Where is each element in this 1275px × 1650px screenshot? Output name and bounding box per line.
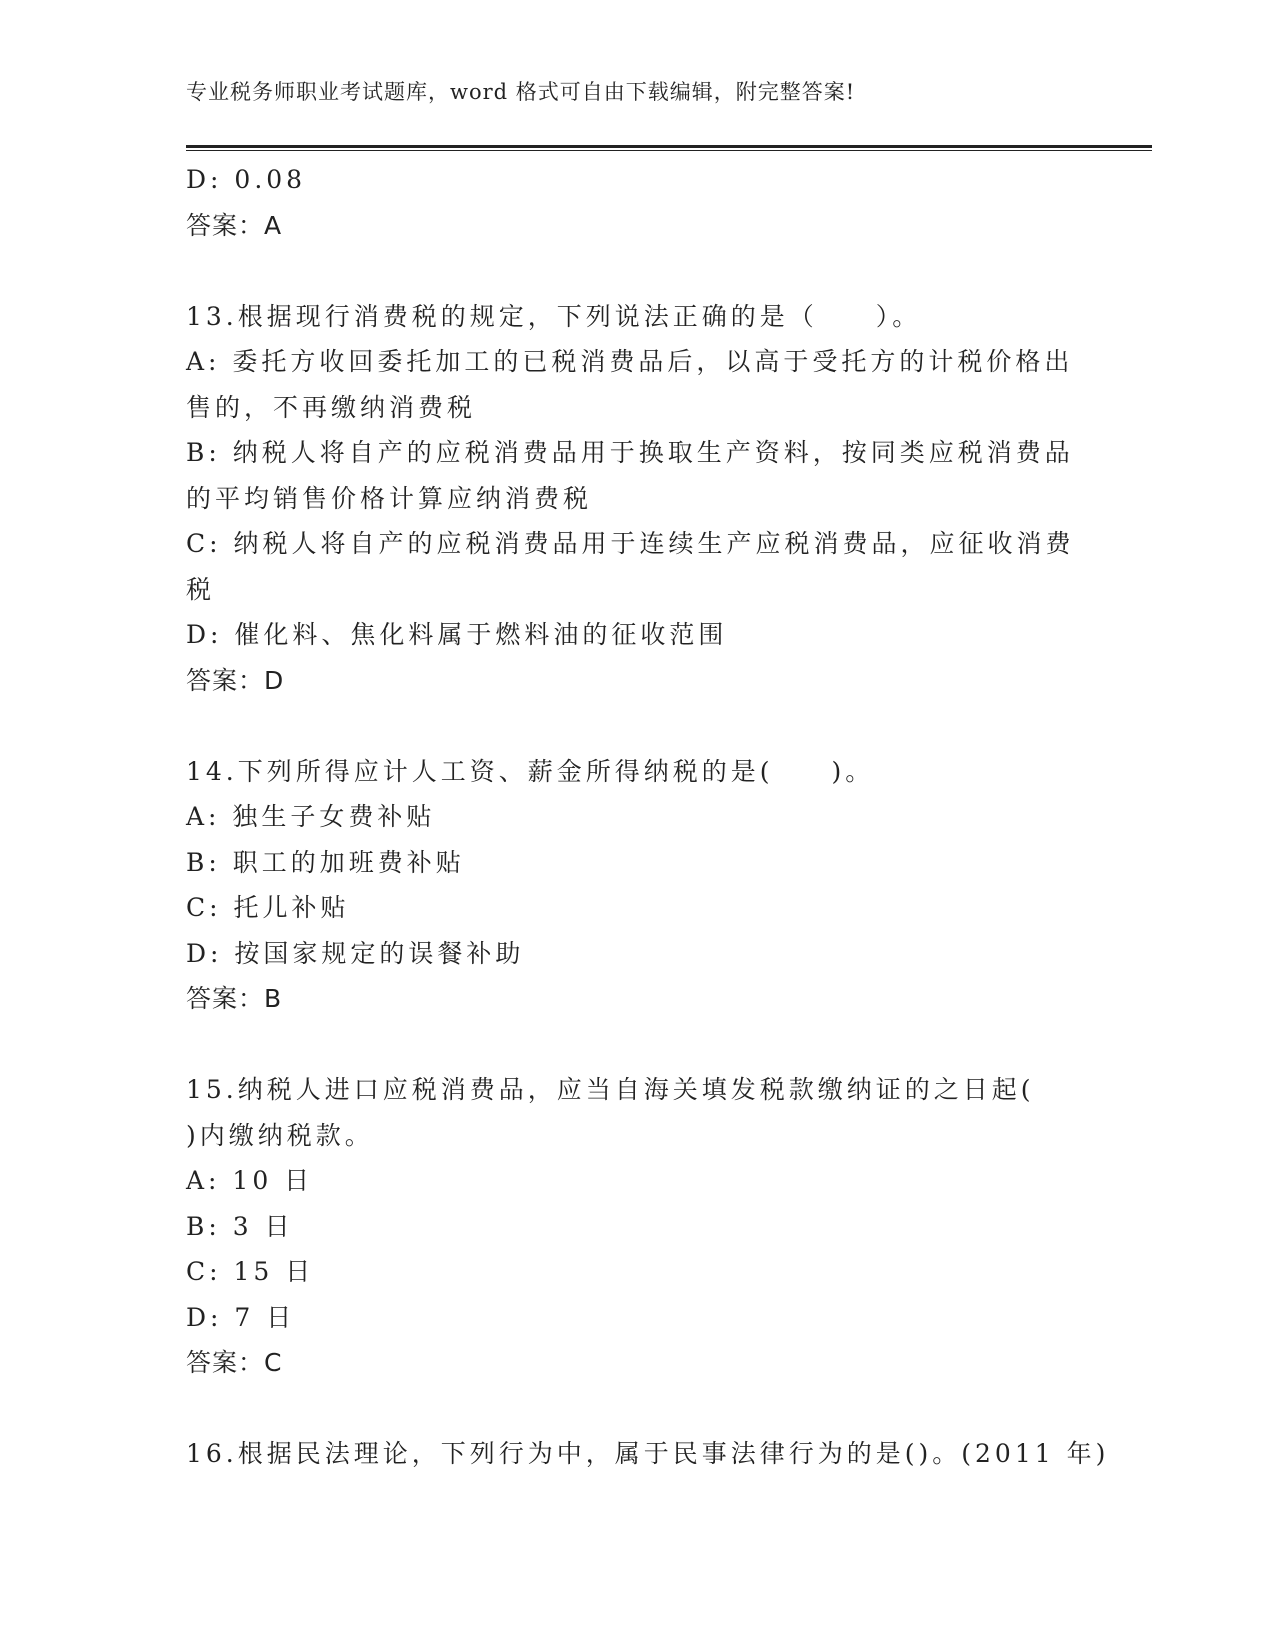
question-14-option-b: B: 职工的加班费补贴: [186, 847, 465, 877]
question-content: [186, 157, 1110, 1477]
question-13-option-b-cont: 的平均销售价格计算应纳消费税: [186, 483, 593, 513]
question-15-option-c: C: 15 日: [186, 1257, 315, 1286]
answer-line: 答案：A: [186, 210, 283, 240]
option-d: D: 0.08: [186, 165, 307, 194]
question-15-stem: 15.纳税人进口应税消费品，应当自海关填发税款缴纳证的之日起(: [186, 1075, 1035, 1104]
question-14-option-d: D: 按国家规定的误餐补助: [186, 938, 525, 968]
question-15-stem-cont: )内缴纳税款。: [186, 1120, 374, 1150]
question-14-option-a: A: 独生子女费补贴: [186, 802, 436, 831]
question-16-stem: 16.根据民法理论，下列行为中，属于民事法律行为的是()。(2011 年): [186, 1439, 1110, 1468]
spacer: [186, 248, 1086, 294]
question-13-option-a-cont: 售的，不再缴纳消费税: [186, 392, 477, 422]
header-divider: [186, 145, 1152, 151]
spacer: [186, 1386, 1086, 1432]
question-13-option-a: A: 委托方收回委托加工的已税消费品后，以高于受托方的计税价格出: [186, 347, 1074, 376]
question-13-option-d: D: 催化料、焦化料属于燃料油的征收范围: [186, 620, 728, 649]
question-15-option-b: B: 3 日: [186, 1211, 294, 1241]
question-14-answer: 答案：B: [186, 984, 283, 1013]
spacer: [186, 1022, 1086, 1068]
question-15-option-d: D: 7 日: [186, 1302, 296, 1332]
question-13-option-b: B: 纳税人将自产的应税消费品用于换取生产资料，按同类应税消费品: [186, 438, 1074, 467]
question-13-option-c: C: 纳税人将自产的应税消费品用于连续生产应税消费品，应征收消费: [186, 529, 1075, 558]
page-header: 专业税务师职业考试题库，word 格式可自由下载编辑，附完整答案!: [186, 80, 856, 104]
spacer: [186, 703, 1086, 749]
question-14-option-c: C: 托儿补贴: [186, 893, 350, 922]
question-13-option-c-cont: 税: [186, 574, 216, 604]
question-15-option-a: A: 10 日: [186, 1166, 314, 1195]
question-15-answer: 答案：C: [186, 1348, 283, 1377]
question-13-answer: 答案：D: [186, 665, 285, 695]
question-13-stem: 13.根据现行消费税的规定，下列说法正确的是（ ）。: [186, 301, 922, 331]
question-14-stem: 14.下列所得应计人工资、薪金所得纳税的是( )。: [186, 756, 875, 786]
